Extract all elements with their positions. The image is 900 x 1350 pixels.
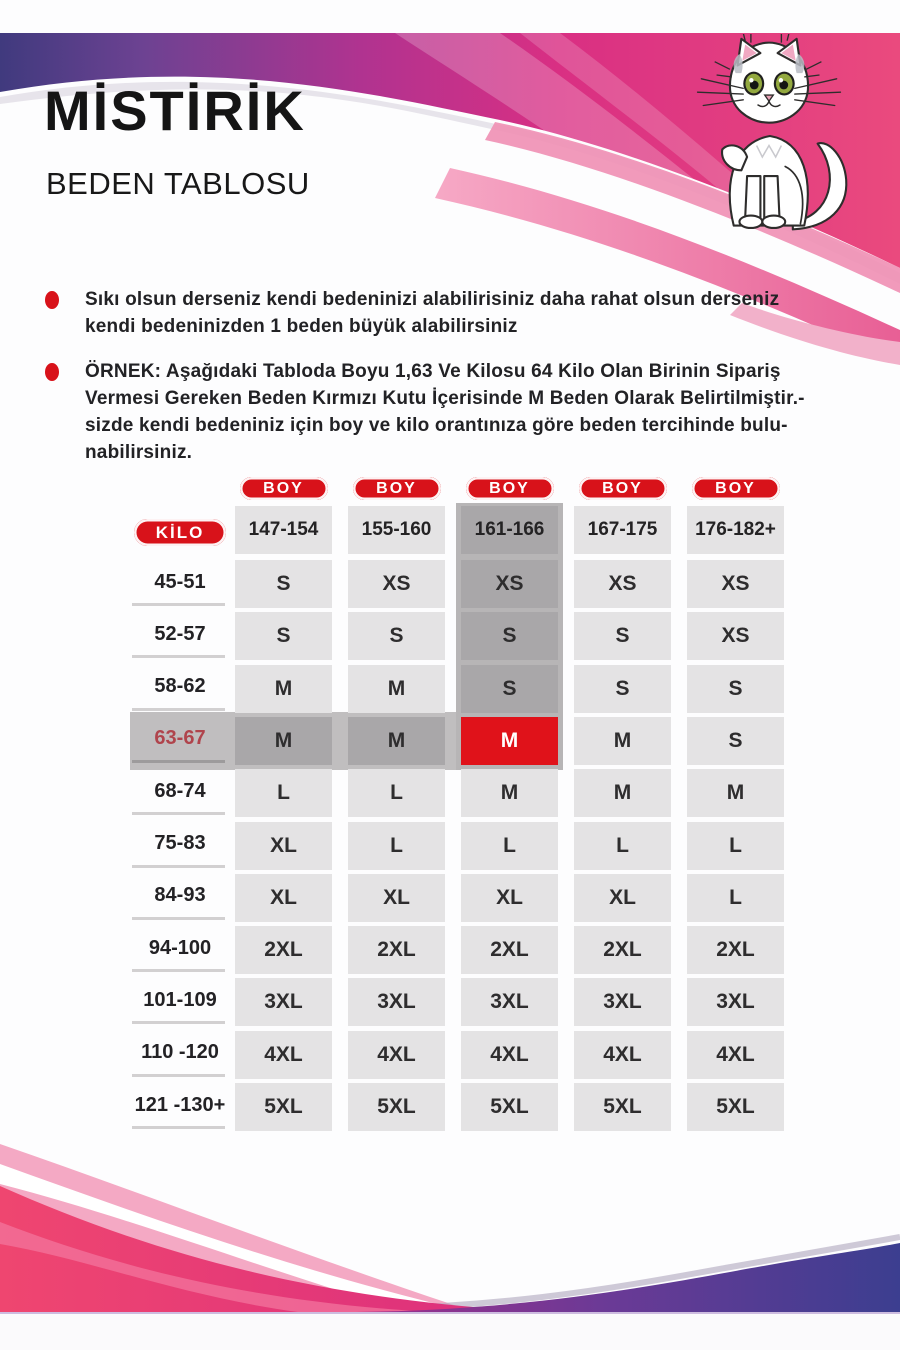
page-title: BEDEN TABLOSU [46,166,310,201]
weight-label-underline [132,1021,225,1024]
size-cell: XL [461,874,558,922]
size-cell: S [461,612,558,660]
weight-label: 121 -130+ [134,1093,226,1116]
kilo-badge [134,519,226,546]
size-cell: 3XL [574,978,671,1026]
size-cell: 5XL [461,1083,558,1131]
note-line: Sıkı olsun derseniz kendi bedeninizi alabilirisiniz daha rahat olsun derseniz [85,289,780,310]
size-cell: S [461,665,558,713]
size-cell: XS [687,612,784,660]
weight-label-underline [132,812,225,815]
weight-label: 84-93 [154,884,206,907]
size-cell: 3XL [461,978,558,1026]
size-cell: M [461,769,558,817]
brand-title: MİSTİRİK [44,79,306,142]
size-cell: XL [574,874,671,922]
size-cell: S [348,612,445,660]
kilo-badge-label: KİLO [155,522,205,542]
weight-label: 101-109 [143,988,217,1011]
size-cell: M [235,717,332,765]
size-cell: 2XL [235,926,332,974]
weight-label: 110 -120 [141,1041,219,1064]
weight-label: 94-100 [148,936,212,959]
size-cell: M [348,665,445,713]
size-cell: 3XL [687,978,784,1026]
size-cell: S [687,717,784,765]
size-cell: L [348,769,445,817]
size-cell: M [574,717,671,765]
size-cell: L [461,822,558,870]
size-cell: M [348,717,445,765]
size-cell: S [235,612,332,660]
height-range-cell: 161-166 [461,506,558,554]
boy-badge-label: BOY [715,479,756,497]
boy-badge [579,477,667,500]
note-line: ÖRNEK: Aşağıdaki Tabloda Boyu 1,63 Ve Kilosu 64 Kilo Olan Birinin Sipariş [85,361,781,382]
size-cell: 5XL [687,1083,784,1131]
footer-wave-graphic [0,1130,900,1312]
size-cell: XL [235,874,332,922]
boy-badge [692,477,780,500]
height-range-cell: 147-154 [235,506,332,554]
size-cell: XS [461,560,558,608]
size-cell: L [235,769,332,817]
weight-label-underline [132,708,225,711]
weight-label-underline [132,917,225,920]
weight-label-underline [132,1074,225,1077]
boy-badge [353,477,441,500]
size-cell: XS [574,560,671,608]
size-cell: 2XL [687,926,784,974]
size-cell: S [687,665,784,713]
note-line: kendi bedeninizden 1 beden büyük alabilirsiniz [85,316,518,337]
weight-label-underline [132,760,225,763]
size-cell: 2XL [574,926,671,974]
size-cell: 3XL [235,978,332,1026]
size-cell: 2XL [348,926,445,974]
boy-badge-label: BOY [602,479,643,497]
size-cell: M [574,769,671,817]
height-range-cell: 155-160 [348,506,445,554]
weight-label-underline [132,1126,225,1129]
note-line: sizde kendi bedeniniz için boy ve kilo orantınıza göre beden tercihinde bulu- [85,415,788,436]
size-cell: 5XL [348,1083,445,1131]
size-cell: XL [235,822,332,870]
size-cell: L [687,874,784,922]
boy-badge-label: BOY [263,479,304,497]
boy-badge-label: BOY [376,479,417,497]
weight-label: 58-62 [154,675,206,698]
size-cell: 4XL [461,1031,558,1079]
size-cell: XL [348,874,445,922]
size-cell: 2XL [461,926,558,974]
height-range-cell: 167-175 [574,506,671,554]
size-cell: S [574,612,671,660]
weight-label-underline [132,865,225,868]
footer-bottom-strip [0,1312,900,1350]
size-cell: 3XL [348,978,445,1026]
weight-label: 45-51 [154,570,206,593]
size-cell: L [348,822,445,870]
size-cell: 5XL [235,1083,332,1131]
size-cell: M [235,665,332,713]
size-cell: S [235,560,332,608]
boy-badge-label: BOY [489,479,530,497]
weight-label-underline [132,655,225,658]
result-size-cell: M [461,717,558,765]
size-cell: XS [348,560,445,608]
weight-label: 63-67 [154,727,206,750]
height-range-cell: 176-182+ [687,506,784,554]
weight-label: 75-83 [154,832,206,854]
note-line: nabilirsiniz. [85,442,193,463]
size-cell: 4XL [235,1031,332,1079]
size-cell: M [687,769,784,817]
size-cell: 4XL [687,1031,784,1079]
weight-label-underline [132,603,225,606]
size-cell: S [574,665,671,713]
size-cell: L [574,822,671,870]
weight-label: 52-57 [154,622,206,645]
size-cell: 4XL [574,1031,671,1079]
weight-label: 68-74 [154,779,206,802]
boy-badge [240,477,328,500]
size-cell: 5XL [574,1083,671,1131]
size-cell: XS [687,560,784,608]
weight-label-underline [132,969,225,972]
size-cell: 4XL [348,1031,445,1079]
size-cell: L [687,822,784,870]
note-line: Vermesi Gereken Beden Kırmızı Kutu İçerisinde M Beden Olarak Belirtilmiştir.- [85,388,805,409]
boy-badge [466,477,554,500]
